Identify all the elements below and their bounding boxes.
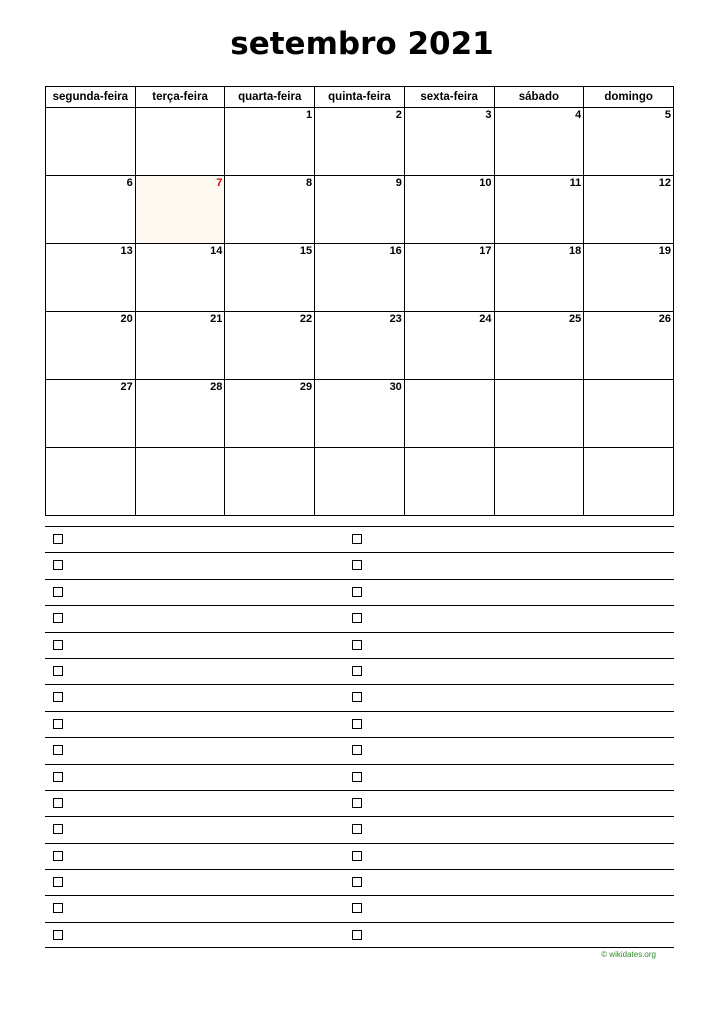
day-number: [225, 448, 314, 449]
checkbox-icon[interactable]: [352, 560, 362, 570]
day-number: 16: [389, 245, 402, 257]
day-number: 25: [568, 313, 582, 325]
todo-row: [45, 737, 674, 763]
todo-list: [45, 526, 674, 948]
checkbox-icon[interactable]: [53, 824, 63, 834]
day-cell[interactable]: [584, 244, 674, 312]
day-cell[interactable]: [46, 244, 136, 312]
day-cell[interactable]: [46, 176, 136, 244]
day-number: 8: [305, 177, 313, 189]
checkbox-icon[interactable]: [53, 719, 63, 729]
empty-day-cell[interactable]: [494, 380, 584, 448]
checkbox-icon[interactable]: [352, 719, 362, 729]
todo-row: [45, 658, 674, 684]
day-number: 3: [485, 109, 492, 121]
weekday-header: terça-feira: [135, 87, 225, 108]
checkbox-icon[interactable]: [352, 534, 362, 544]
day-number: 27: [120, 381, 133, 393]
day-cell[interactable]: [46, 380, 136, 448]
footer-credit: © wikidates.org: [601, 950, 656, 959]
week-row: [46, 312, 674, 380]
empty-day-cell[interactable]: [135, 108, 225, 176]
day-number: 4: [575, 109, 582, 121]
day-number: 19: [658, 245, 671, 257]
day-number: 20: [120, 313, 133, 325]
checkbox-icon[interactable]: [53, 798, 63, 808]
weekday-header: sábado: [494, 87, 584, 108]
week-row: [46, 176, 674, 244]
checkbox-icon[interactable]: [53, 587, 63, 597]
day-cell[interactable]: [494, 244, 584, 312]
day-number: 28: [210, 381, 223, 393]
day-number: 2: [395, 109, 402, 121]
day-cell[interactable]: [315, 176, 405, 244]
day-cell[interactable]: [315, 380, 405, 448]
checkbox-icon[interactable]: [352, 824, 362, 834]
checkbox-icon[interactable]: [53, 613, 63, 623]
day-cell[interactable]: [404, 108, 494, 176]
empty-day-cell[interactable]: [46, 108, 136, 176]
day-cell[interactable]: [135, 176, 225, 244]
checkbox-icon[interactable]: [53, 930, 63, 940]
day-number: [495, 448, 584, 449]
day-cell[interactable]: [584, 108, 674, 176]
todo-row: [45, 632, 674, 658]
day-cell[interactable]: [225, 176, 315, 244]
week-row: [46, 448, 674, 516]
page-title: setembro 2021: [230, 26, 494, 62]
checkbox-icon[interactable]: [352, 798, 362, 808]
weekday-header: quinta-feira: [315, 87, 405, 108]
checkbox-icon[interactable]: [53, 772, 63, 782]
day-cell[interactable]: [315, 244, 405, 312]
day-cell[interactable]: [315, 312, 405, 380]
empty-day-cell[interactable]: [135, 448, 225, 516]
day-number: 9: [395, 177, 402, 189]
day-number: 17: [479, 245, 492, 257]
empty-day-cell[interactable]: [225, 448, 315, 516]
checkbox-icon[interactable]: [53, 851, 63, 861]
day-number: 30: [389, 381, 402, 393]
checkbox-icon[interactable]: [53, 745, 63, 755]
day-cell[interactable]: [494, 176, 584, 244]
checkbox-icon[interactable]: [53, 534, 63, 544]
week-row: [46, 380, 674, 448]
day-cell[interactable]: [404, 176, 494, 244]
day-cell[interactable]: [135, 312, 225, 380]
empty-day-cell[interactable]: [584, 448, 674, 516]
day-number: 12: [658, 177, 671, 189]
todo-row: [45, 790, 674, 816]
checkbox-icon[interactable]: [53, 640, 63, 650]
day-number: 21: [210, 313, 223, 325]
day-number: 5: [664, 109, 671, 121]
day-number: 29: [299, 381, 313, 393]
empty-day-cell[interactable]: [46, 448, 136, 516]
day-number: [46, 108, 135, 109]
week-row: [46, 108, 674, 176]
day-number: 22: [299, 313, 313, 325]
day-number: 1: [305, 109, 313, 121]
weekday-header: segunda-feira: [46, 87, 136, 108]
day-number: [315, 448, 404, 449]
todo-row: [45, 711, 674, 737]
day-number: [584, 380, 673, 381]
day-cell[interactable]: [46, 312, 136, 380]
day-number: [46, 448, 135, 449]
checkbox-icon[interactable]: [352, 851, 362, 861]
todo-row: [45, 526, 674, 552]
empty-day-cell[interactable]: [404, 448, 494, 516]
weekday-header-row: [46, 87, 674, 108]
calendar-grid: [45, 86, 674, 516]
day-cell[interactable]: [404, 312, 494, 380]
day-cell[interactable]: [225, 312, 315, 380]
todo-row: [45, 816, 674, 842]
todo-row: [45, 869, 674, 895]
checkbox-icon[interactable]: [53, 560, 63, 570]
day-number: [584, 448, 673, 449]
day-number: 11: [569, 177, 582, 189]
weekday-header: domingo: [584, 87, 674, 108]
day-number: 13: [120, 245, 133, 257]
todo-row: [45, 843, 674, 869]
day-number: 6: [126, 177, 133, 189]
day-number: 26: [658, 313, 671, 325]
day-cell[interactable]: [584, 312, 674, 380]
day-cell[interactable]: [135, 380, 225, 448]
checkbox-icon[interactable]: [53, 877, 63, 887]
checkbox-icon[interactable]: [352, 877, 362, 887]
day-number: 23: [389, 313, 402, 325]
day-cell[interactable]: [225, 244, 315, 312]
day-cell[interactable]: [584, 176, 674, 244]
checkbox-icon[interactable]: [53, 666, 63, 676]
empty-day-cell[interactable]: [315, 448, 405, 516]
day-number: [136, 108, 225, 109]
day-number: [405, 448, 494, 449]
day-cell[interactable]: [494, 108, 584, 176]
day-number: [136, 448, 225, 449]
checkbox-icon[interactable]: [352, 640, 362, 650]
day-number: [405, 380, 494, 381]
weekday-header: quarta-feira: [225, 87, 315, 108]
empty-day-cell[interactable]: [494, 448, 584, 516]
day-cell[interactable]: [404, 244, 494, 312]
checkbox-icon[interactable]: [352, 587, 362, 597]
empty-day-cell[interactable]: [404, 380, 494, 448]
checkbox-icon[interactable]: [352, 613, 362, 623]
weekday-header: sexta-feira: [404, 87, 494, 108]
todo-row: [45, 684, 674, 710]
day-number: 7: [216, 177, 223, 189]
calendar-body: [46, 108, 674, 516]
day-cell[interactable]: [225, 108, 315, 176]
day-number: [495, 380, 584, 381]
day-cell[interactable]: [225, 380, 315, 448]
checkbox-icon[interactable]: [53, 692, 63, 702]
todo-row: [45, 764, 674, 790]
day-cell[interactable]: [315, 108, 405, 176]
checkbox-icon[interactable]: [352, 666, 362, 676]
empty-day-cell[interactable]: [584, 380, 674, 448]
day-number: 15: [299, 245, 313, 257]
todo-row: [45, 579, 674, 605]
todo-row: [45, 552, 674, 578]
checkbox-icon[interactable]: [352, 903, 362, 913]
checkbox-icon[interactable]: [352, 692, 362, 702]
checkbox-icon[interactable]: [352, 745, 362, 755]
day-number: 14: [210, 245, 223, 257]
checkbox-icon[interactable]: [53, 903, 63, 913]
week-row: [46, 244, 674, 312]
day-number: 18: [568, 245, 582, 257]
todo-row: [45, 895, 674, 921]
day-number: 10: [479, 177, 492, 189]
checkbox-icon[interactable]: [352, 930, 362, 940]
todo-row: [45, 605, 674, 631]
day-number: 24: [479, 313, 492, 325]
checkbox-icon[interactable]: [352, 772, 362, 782]
todo-row: [45, 922, 674, 948]
day-cell[interactable]: [494, 312, 584, 380]
day-cell[interactable]: [135, 244, 225, 312]
